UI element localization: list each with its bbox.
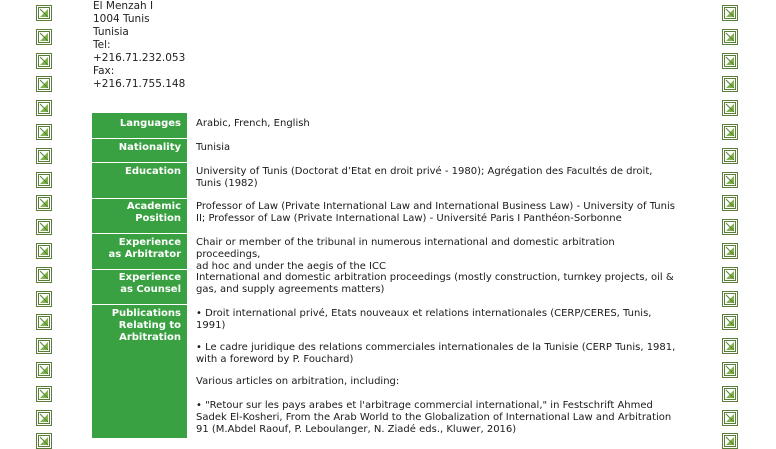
framed-picture-icon <box>722 362 738 378</box>
content-line: Various articles on arbitration, including: <box>196 376 400 387</box>
address-line: 1004 Tunis <box>93 13 150 25</box>
framed-picture-icon <box>36 267 52 283</box>
content-line: International and domestic arbitration proceedings (mostly construction, turnkey projects, oil & <box>196 272 674 283</box>
row-separator <box>92 269 187 270</box>
framed-picture-icon <box>36 195 52 211</box>
framed-picture-icon <box>36 362 52 378</box>
framed-picture-icon <box>36 53 52 69</box>
content-line: Tunis (1982) <box>196 178 258 189</box>
framed-picture-icon <box>36 243 52 259</box>
content-line: • Droit international privé, Etats nouveaux et relations internationales (CERP/CERES, Tunis, <box>196 308 652 319</box>
address-line: El Menzah I <box>93 0 154 12</box>
content-line: Chair or member of the tribunal in numerous international and domestic arbitration proceedings, <box>196 237 615 260</box>
content-academic-position <box>196 201 676 225</box>
label-languages <box>92 118 181 130</box>
content-line: with a foreword by P. Fouchard) <box>196 354 354 365</box>
framed-picture-icon <box>722 433 738 449</box>
framed-picture-icon <box>36 29 52 45</box>
framed-picture-icon <box>722 172 738 188</box>
row-separator <box>92 138 187 139</box>
content-line: Sadek El-Kosheri, From the Arab World to the Globalization of International Law and Arbitration <box>196 412 672 423</box>
label-text: Academic Position <box>126 201 181 224</box>
label-text: Publications Relating to Arbitration <box>111 308 181 343</box>
framed-picture-icon <box>36 386 52 402</box>
framed-picture-icon <box>722 29 738 45</box>
framed-picture-icon <box>36 338 52 354</box>
framed-picture-icon <box>722 338 738 354</box>
content-line: Tunisia <box>196 142 231 153</box>
framed-picture-icon <box>722 386 738 402</box>
framed-picture-icon <box>722 219 738 235</box>
address-line: +216.71.755.148 <box>93 78 186 90</box>
content-education <box>196 166 676 190</box>
content-publications <box>196 308 676 436</box>
framed-picture-icon <box>36 433 52 449</box>
content-experience-arbitrator <box>196 237 676 273</box>
label-experience-counsel <box>92 272 181 296</box>
framed-picture-icon <box>722 267 738 283</box>
framed-picture-icon <box>36 314 52 330</box>
framed-picture-icon <box>36 291 52 307</box>
content-languages <box>196 118 676 130</box>
framed-picture-icon <box>36 124 52 140</box>
content-line: 1991) <box>196 320 226 331</box>
content-line: • Le cadre juridique des relations commerciales internationales de la Tunisie (CERP Tunis, 1981, <box>196 342 676 353</box>
label-experience-arbitrator <box>92 237 181 261</box>
content-experience-counsel <box>196 272 676 296</box>
framed-picture-icon <box>36 100 52 116</box>
content-line: gas, and supply agreements matters) <box>196 284 385 295</box>
label-nationality <box>92 142 181 154</box>
address-line: +216.71.232.053 <box>93 52 186 64</box>
label-education <box>92 166 181 178</box>
label-column <box>92 113 187 438</box>
framed-picture-icon <box>722 5 738 21</box>
framed-picture-icon <box>722 243 738 259</box>
address-line: Tunisia <box>93 26 129 38</box>
content-line: University of Tunis (Doctorat d’Etat en droit privé - 1980); Agrégation des Facultés de droit, <box>196 166 653 177</box>
framed-picture-icon <box>722 148 738 164</box>
content-nationality <box>196 142 676 154</box>
framed-picture-icon <box>722 291 738 307</box>
framed-picture-icon <box>722 100 738 116</box>
row-separator <box>92 162 187 163</box>
framed-picture-icon <box>722 410 738 426</box>
label-text: Nationality <box>118 142 181 153</box>
framed-picture-icon <box>36 5 52 21</box>
framed-picture-icon <box>722 124 738 140</box>
label-text: Experience as Counsel <box>118 272 181 295</box>
label-text: Languages <box>119 118 181 129</box>
address-block <box>93 0 185 91</box>
row-separator <box>92 304 187 305</box>
row-separator <box>92 233 187 234</box>
label-publications <box>92 308 181 344</box>
content-line: • "Retour sur les pays arabes et l'arbitrage commercial international," in Festschrift Ahmed <box>196 400 653 411</box>
content-line: ad hoc and under the aegis of the ICC <box>196 261 386 272</box>
label-text: Education <box>125 166 181 177</box>
address-line: Tel: <box>93 39 111 51</box>
content-line: 91 (M.Abdel Raouf, P. Leboulanger, N. Ziadé eds., Kluwer, 2016) <box>196 424 517 435</box>
framed-picture-icon <box>722 314 738 330</box>
content-line: Professor of Law (Private International Law and International Business Law) - University of Tunis <box>196 201 675 212</box>
framed-picture-icon <box>722 53 738 69</box>
framed-picture-icon <box>36 148 52 164</box>
right-border <box>722 0 742 438</box>
framed-picture-icon <box>36 76 52 92</box>
row-separator <box>92 198 187 199</box>
framed-picture-icon <box>722 195 738 211</box>
left-border <box>36 0 56 438</box>
label-text: Experience as Arbitrator <box>108 237 181 260</box>
cv-table <box>92 113 692 438</box>
framed-picture-icon <box>36 410 52 426</box>
framed-picture-icon <box>722 76 738 92</box>
framed-picture-icon <box>36 219 52 235</box>
address-line: Fax: <box>93 65 115 77</box>
label-academic-position <box>92 201 181 225</box>
content-line: II; Professor of Law (Private International Law) - Université Paris I Panthéon-Sorbonne <box>196 213 622 224</box>
framed-picture-icon <box>36 172 52 188</box>
content-line: Arabic, French, English <box>196 118 310 129</box>
